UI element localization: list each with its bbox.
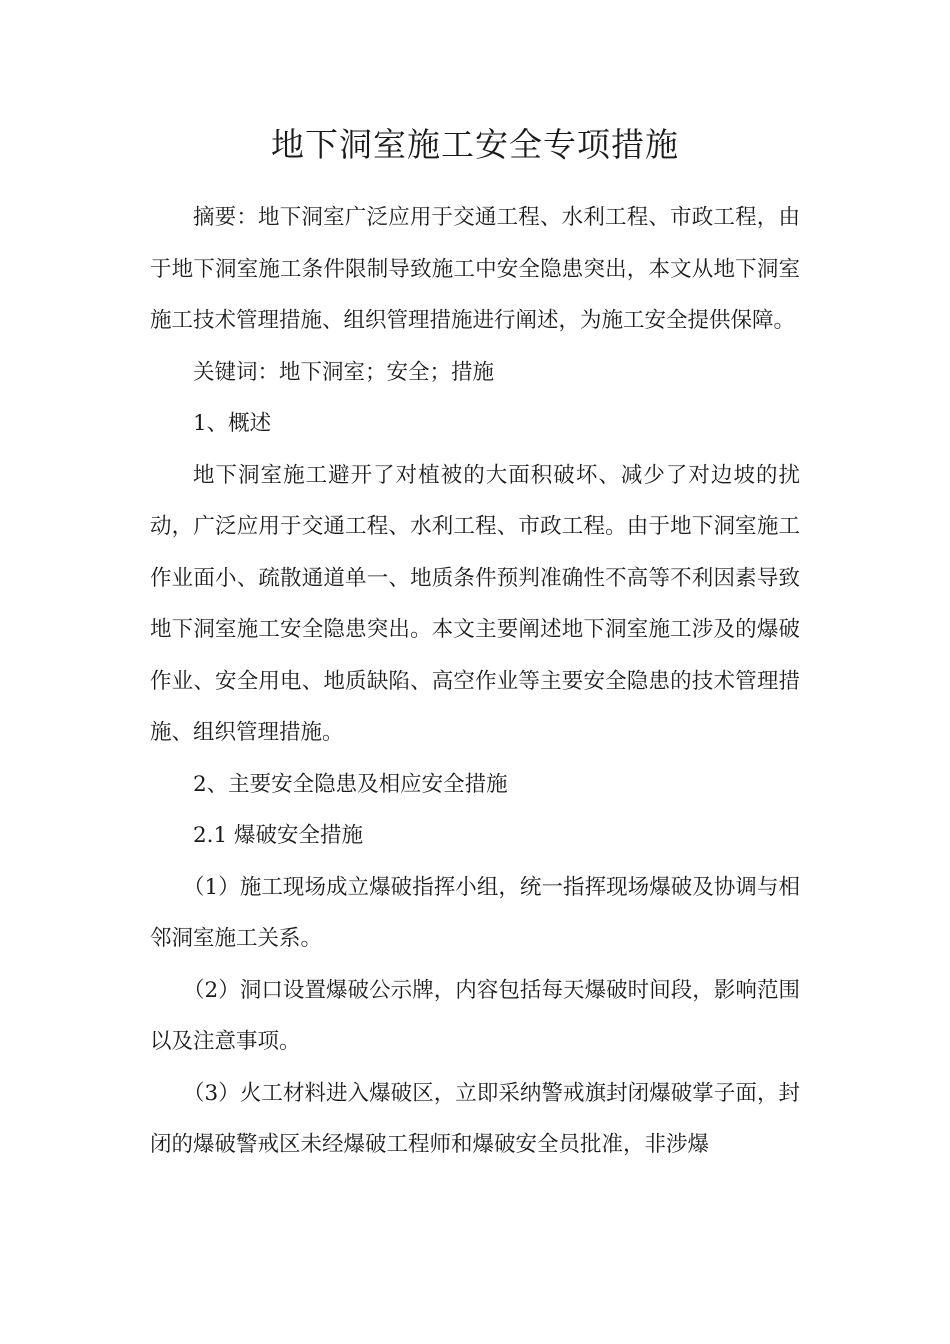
document-title: 地下洞室施工安全专项措施 [271,125,679,164]
section-2-1-heading: 2.1 爆破安全措施 [193,823,364,848]
abstract-paragraph: 摘要：地下洞室广泛应用于交通工程、水利工程、市政工程，由于地下洞室施工条件限制导致施工中安全隐患突出，本文从地下洞室施工技术管理措施、组织管理措施进行阐述，为施工安全提供保障。 [150,205,800,333]
section-1-body: 地下洞室施工避开了对植被的大面积破坏、减少了对边坡的扰动，广泛应用于交通工程、水利工程、市政工程。由于地下洞室施工作业面小、疏散通道单一、地质条件预判准确性不高等不利因素导致地下洞室施工安全隐患突出。本文主要阐述地下洞室施工涉及的爆破作业、安全用电、地质缺陷、高空作业等主要安全隐患的技术管理措施、组织管理措施。 [150,462,800,745]
keywords-paragraph: 关键词：地下洞室；安全；措施 [193,359,495,385]
section-2-heading: 2、主要安全隐患及相应安全措施 [193,771,508,797]
list-item-1: （1）施工现场成立爆破指挥小组，统一指挥现场爆破及协调与相邻洞室施工关系。 [150,874,800,951]
list-item-2: （2）洞口设置爆破公示牌，内容包括每天爆破时间段，影响范围以及注意事项。 [150,977,800,1054]
document-body [150,192,800,1171]
section-1-heading: 1、概述 [193,411,272,436]
list-item-3: （3）火工材料进入爆破区，立即采纳警戒旗封闭爆破掌子面，封闭的爆破警戒区未经爆破工程师和爆破安全员批准，非涉爆 [150,1080,800,1157]
